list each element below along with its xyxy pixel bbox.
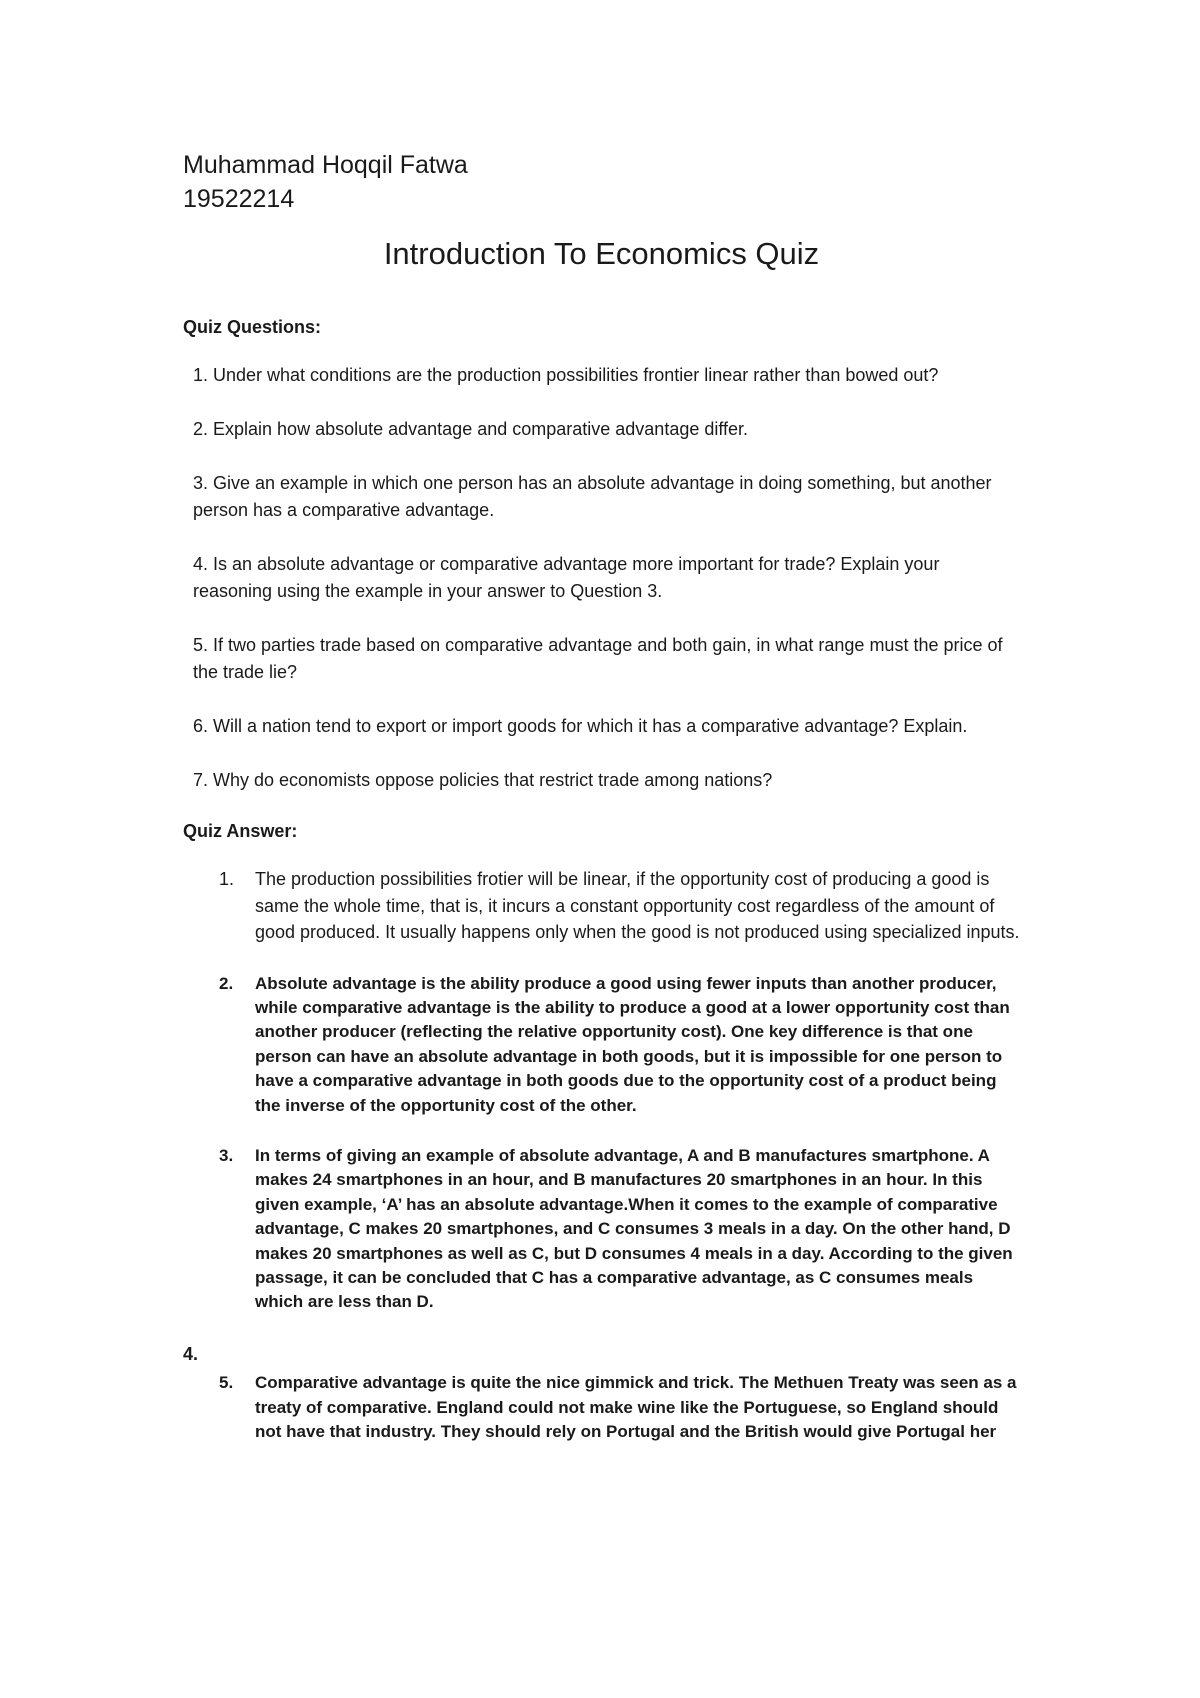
answer-text: Absolute advantage is the ability produce a good using fewer inputs than another producer, while comparative advantage is the ability to produce a good at a lower opportunity cost than another producer (reflecting the relative opportunity cost). One key difference is that one person can have an absolute advantage in both goods, but it is impossible for one person to have a comparative advantage in both goods due to the opportunity cost of a product being the inverse of the opportunity cost of the other. <box>255 973 1010 1115</box>
question-2: 2. Explain how absolute advantage and comparative advantage differ. <box>193 419 749 439</box>
question-4: 4. Is an absolute advantage or comparative advantage more important for trade? Explain your reasoning using the example in your answer to Question 3. <box>193 554 940 601</box>
question-7: 7. Why do economists oppose policies that restrict trade among nations? <box>193 770 773 790</box>
student-id: 19522214 <box>183 185 295 213</box>
answer-number: 1. <box>219 869 235 889</box>
answer-text: The production possibilities frotier will be linear, if the opportunity cost of producing a good is same the whole time, that is, it incurs a constant opportunity cost regardless of the amount of good produced. It usually happens only when the good is not produced using specialized inputs. <box>255 869 1020 942</box>
answer-4 <box>183 1341 1020 1368</box>
author-name: Muhammad Hoqqil Fatwa <box>183 151 468 179</box>
answer-1 <box>183 866 1020 946</box>
answers-list <box>183 866 1020 1445</box>
answers-heading: Quiz Answer: <box>183 821 298 841</box>
answer-number: 2. <box>219 973 234 993</box>
question-1: 1. Under what conditions are the production possibilities frontier linear rather than bowed out? <box>193 365 939 385</box>
question-5: 5. If two parties trade based on comparative advantage and both gain, in what range must the price of the trade lie? <box>193 635 1003 682</box>
questions-heading: Quiz Questions: <box>183 317 322 337</box>
answer-2 <box>183 972 1020 1118</box>
answer-5 <box>183 1371 1020 1444</box>
questions-list <box>183 362 1020 794</box>
answer-text: Comparative advantage is quite the nice gimmick and trick. The Methuen Treaty was seen as a treaty of comparative. England could not make wine like the Portuguese, so England should not have that industry. They should rely on Portugal and the British would give Portugal her <box>255 1373 1017 1442</box>
answer-number: 4. <box>183 1343 199 1364</box>
answer-number: 3. <box>219 1145 234 1165</box>
answer-text: In terms of giving an example of absolute advantage, A and B manufactures smartphone. A makes 24 smartphones in an hour, and B manufactures 20 smartphones in an hour. In this given example, ‘A’ has an absolute advantage.When it comes to the example of comparative advantage, C makes 20 smartphones, and C consumes 3 meals in a day. On the other hand, D makes 20 smartphones as well as C, but D consumes 4 meals in a day. According to the given passage, it can be concluded that C has a comparative advantage, as C consumes meals which are less than D. <box>255 1145 1013 1312</box>
answer-number: 5. <box>219 1373 234 1393</box>
question-3: 3. Give an example in which one person has an absolute advantage in doing something, but another person has a comparative advantage. <box>193 473 992 520</box>
document-title: Introduction To Economics Quiz <box>383 236 820 271</box>
question-6: 6. Will a nation tend to export or import goods for which it has a comparative advantage? Explain. <box>193 716 968 736</box>
answer-3 <box>183 1144 1020 1315</box>
